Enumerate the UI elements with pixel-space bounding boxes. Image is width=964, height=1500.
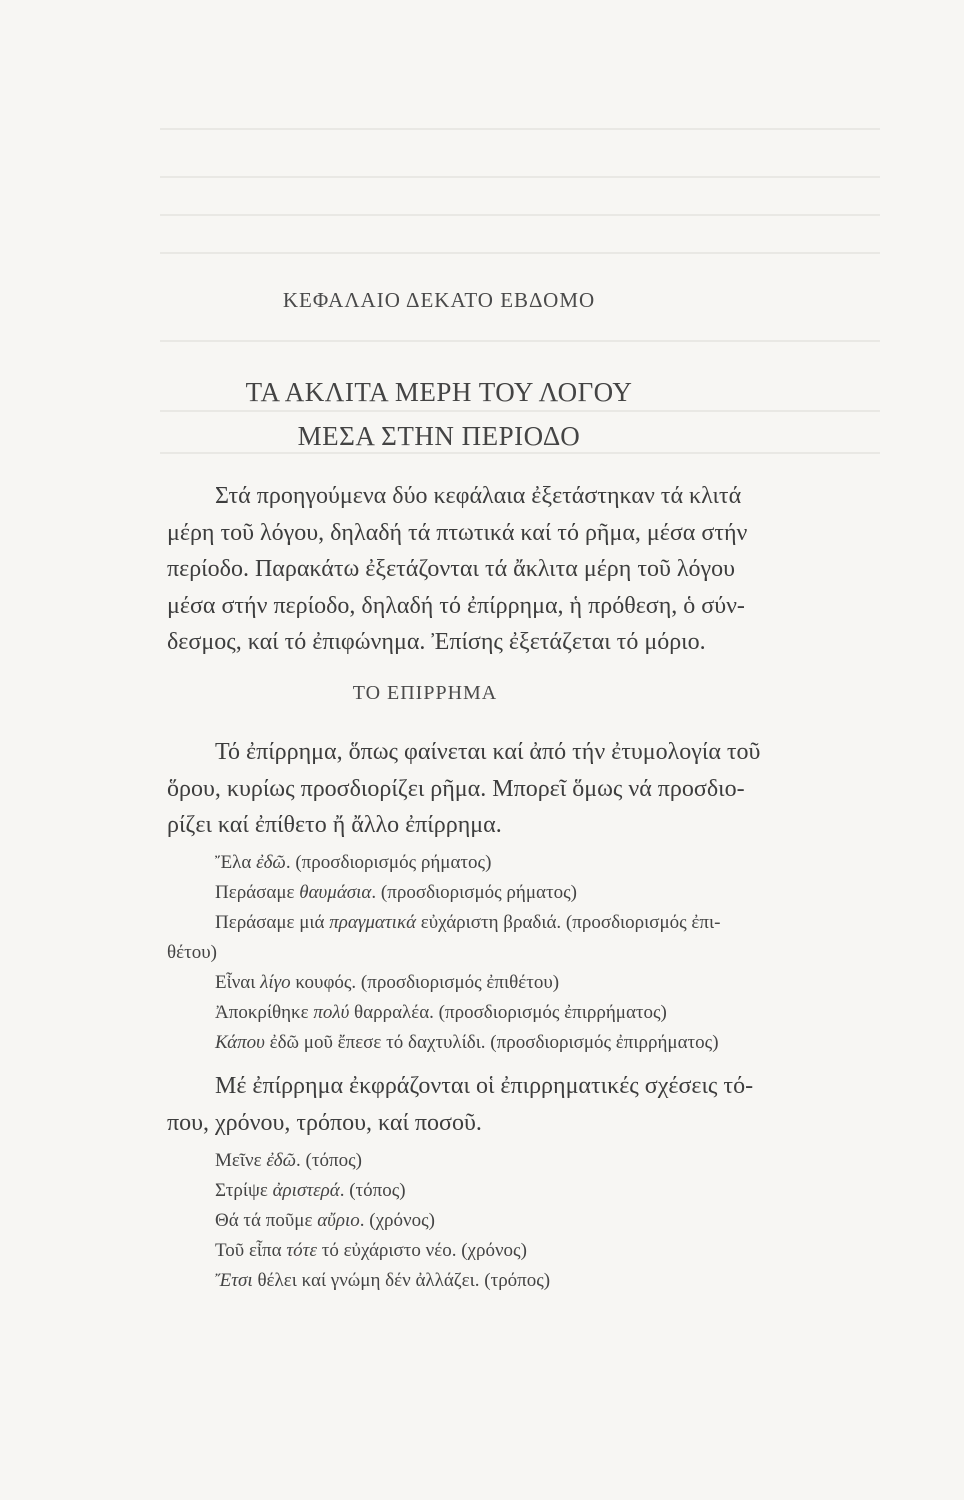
paragraph-2-line: Μέ ἐπίρρημα ἐκφράζονται οἱ ἐπιρρηματικές σχέσεις τό- (215, 1073, 754, 1099)
bleed-through-line (160, 252, 880, 254)
chapter-title-line-2: ΜΕΣΑ ΣΤΗΝ ΠΕΡΙΟΔΟ (297, 421, 581, 451)
example-adverb: πολύ (313, 1002, 350, 1023)
example-text: . (προσδιορισμός ρήματος) (371, 882, 577, 903)
example-line (167, 848, 897, 878)
example-text: Ἔλα (215, 852, 257, 873)
example-adverb: ἀριστερά (272, 1180, 340, 1201)
example-adverb: Ἔτσι (215, 1270, 253, 1291)
example-text: κουφός. (προσδιορισμός ἐπιθέτου) (290, 972, 560, 993)
example-line (167, 878, 897, 908)
paragraph-1-line: Τό ἐπίρρημα, ὅπως φαίνεται καί ἀπό τήν ἐτυμολογία τοῦ (215, 739, 761, 765)
section-heading: ΤΟ ΕΠΙΡΡΗΜΑ (352, 682, 498, 704)
intro-line: μέσα στήν περίοδο, δηλαδή τό ἐπίρρημα, ἡ πρόθεση, ὁ σύν- (167, 592, 745, 619)
chapter-title-line-1: ΤΑ ΑΚΛΙΤΑ ΜΕΡΗ ΤΟΥ ΛΟΓΟΥ (245, 377, 633, 407)
example-text: θαρραλέα. (προσδιορισμός ἐπιρρήματος) (349, 1002, 667, 1023)
example-text: Θά τά ποῦμε (215, 1210, 318, 1231)
chapter-heading: ΚΕΦΑΛΑΙΟ ΔΕΚΑΤΟ ΕΒΔΟΜΟ (282, 288, 596, 312)
example-text: Περάσαμε μιά (215, 912, 330, 933)
example-text: . (χρόνος) (359, 1210, 435, 1231)
example-line (167, 998, 897, 1028)
intro-line: περίοδο. Παρακάτω ἐξετάζονται τά ἄκλιτα μέρη τοῦ λόγου (167, 556, 735, 582)
examples-list-2 (167, 1146, 897, 1296)
bleed-through-line (160, 176, 880, 178)
example-text: Περάσαμε (215, 882, 300, 903)
example-line (167, 1206, 897, 1236)
example-adverb: ἐδῶ (266, 1150, 297, 1171)
example-text: θέτου) (167, 942, 217, 963)
example-adverb: πραγματικά (329, 912, 417, 933)
example-adverb: Κάπου (215, 1032, 265, 1053)
examples-list-1 (167, 848, 897, 1058)
bleed-through-line (160, 128, 880, 130)
paragraph-1-line: ρίζει καί ἐπίθετο ἤ ἄλλο ἐπίρρημα. (167, 812, 502, 838)
example-text: . (τόπος) (296, 1150, 362, 1171)
paragraph-1-line: ὅρου, κυρίως προσδιορίζει ρῆμα. Μπορεῖ ὅμως νά προσδιο- (167, 775, 745, 802)
paragraph-2 (167, 1068, 883, 1141)
example-text: ἐδῶ μοῦ ἔπεσε τό δαχτυλίδι. (προσδιορισμός ἐπιρρήματος) (264, 1032, 719, 1053)
example-line (167, 908, 897, 938)
example-line (167, 1146, 897, 1176)
example-line (167, 1266, 897, 1296)
example-text: . (τόπος) (339, 1180, 406, 1201)
example-line (167, 1236, 897, 1266)
example-text: Εἶναι (215, 972, 261, 993)
paragraph-2-line: που, χρόνου, τρόπου, καί ποσοῦ. (167, 1109, 482, 1136)
example-adverb: τότε (286, 1240, 317, 1261)
example-line (167, 1028, 897, 1058)
example-adverb: αὔριο (317, 1210, 360, 1231)
example-line (167, 1176, 897, 1206)
example-adverb: λίγο (260, 972, 291, 993)
example-line (167, 968, 897, 998)
example-text: Τοῦ εἶπα (215, 1240, 287, 1261)
intro-paragraph (167, 478, 883, 661)
bleed-through-line (160, 340, 880, 342)
example-adverb: ἐδῶ (256, 852, 286, 873)
example-text: εὐχάριστη βραδιά. (προσδιορισμός ἐπι- (416, 912, 721, 933)
example-text: . (προσδιορισμός ρήματος) (285, 852, 492, 873)
example-text: Μεῖνε (215, 1150, 267, 1171)
example-line (167, 938, 897, 968)
example-adverb: θαυμάσια (299, 882, 372, 903)
example-text: Ἀποκρίθηκε (215, 1002, 314, 1023)
intro-line: Στά προηγούμενα δύο κεφάλαια ἐξετάστηκαν τά κλιτά (215, 483, 742, 509)
intro-line: μέρη τοῦ λόγου, δηλαδή τά πτωτικά καί τό ρῆμα, μέσα στήν (167, 519, 748, 546)
example-text: τό εὐχάριστο νέο. (χρόνος) (316, 1240, 527, 1261)
paragraph-1 (167, 734, 883, 844)
bleed-through-line (160, 214, 880, 216)
intro-line: δεσμος, καί τό ἐπιφώνημα. Ἐπίσης ἐξετάζεται τό μόριο. (167, 629, 706, 655)
example-text: Στρίψε (215, 1180, 273, 1201)
chapter-title (0, 370, 878, 458)
example-text: θέλει καί γνώμη δέν ἀλλάζει. (τρόπος) (252, 1270, 551, 1291)
